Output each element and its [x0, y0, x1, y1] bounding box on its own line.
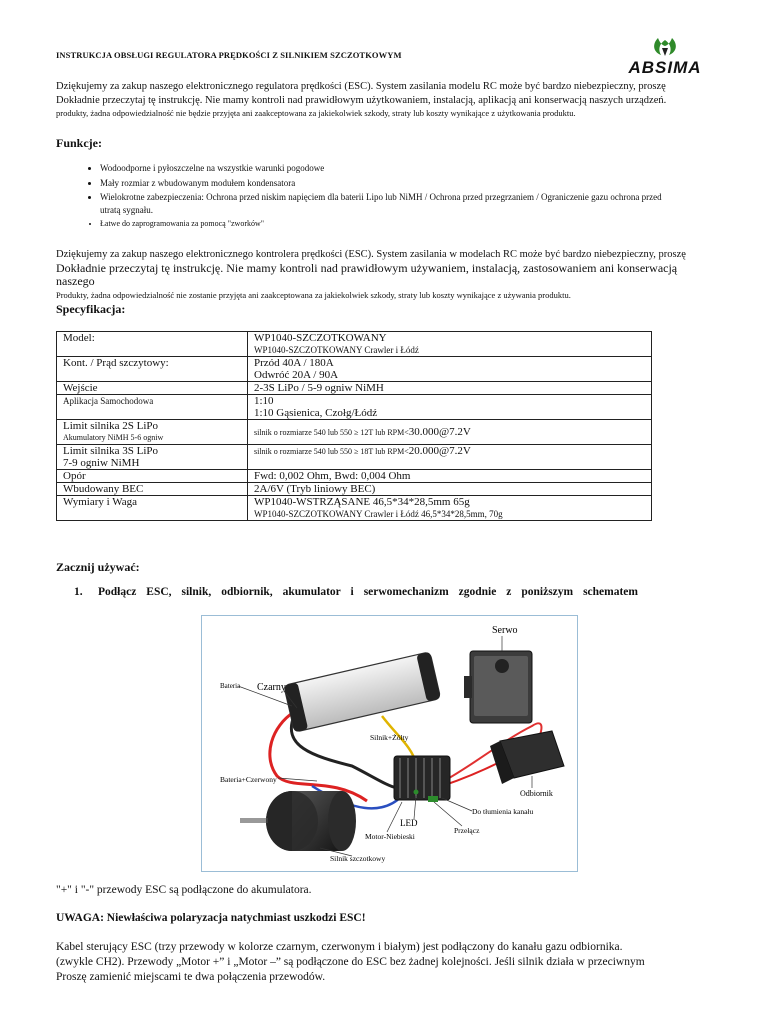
spec-value: 2A/6V (Tryb liniowy BEC): [248, 483, 652, 496]
absima-logo-icon: [606, 36, 724, 76]
receiver: [490, 731, 564, 784]
wiring-diagram: [201, 615, 578, 872]
spec-value: 1:10 1:10 Gąsienica, Czołg/Łódź: [248, 395, 652, 420]
table-row: [57, 496, 652, 521]
document-title: INSTRUKCJA OBSŁUGI REGULATORA PRĘDKOŚCI Z SILNIKIEM SZCZOTKOWYM: [56, 50, 402, 60]
spec-key: Wbudowany BEC: [57, 483, 248, 496]
table-row: [57, 382, 652, 395]
label-serwo: Serwo: [492, 625, 518, 636]
wires-note: "+" i "-" przewody ESC są podłączone do akumulatora.: [56, 884, 312, 896]
label-przelacz: Przełącz: [454, 826, 480, 835]
label-silnik-szczotkowy: Silnik szczotkowy: [330, 854, 386, 863]
intro1-line1: Dziękujemy za zakup naszego elektronicznego regulatora prędkości (ESC). System zasilania modelu RC może być bardzo niebezpieczny, proszę: [56, 81, 666, 92]
step-1: [56, 586, 661, 598]
warning-note: UWAGA: Niewłaściwa polaryzacja natychmiast uszkodzi ESC!: [56, 912, 366, 924]
intro1-line2: Dokładnie przeczytaj tę instrukcję. Nie mamy kontroli nad prawidłowym użytkowaniem, instalacją, aplikacją ani konserwacją naszych urządzeń.: [56, 94, 667, 106]
spec-table: [56, 331, 652, 521]
esc-unit: [394, 756, 450, 802]
spec-key: Wymiary i Waga: [57, 496, 248, 521]
spec-heading: Specyfikacja:: [56, 302, 126, 316]
notes-line2: (zwykle CH2). Przewody „Motor +” i „Motor –” są podłączone do ESC bez żadnej kolejności. Jeśli silnik działa w przeciwnym: [56, 956, 645, 968]
label-motor-niebieski: Motor-Niebieski: [365, 832, 415, 841]
step-text: Podłącz ESC, silnik, odbiornik, akumulator i serwomechanizm zgodnie z poniższym schematem: [98, 586, 638, 598]
spec-key: Limit silnika 3S LiPo 7-9 ogniw NiMH: [57, 445, 248, 470]
table-row: [57, 357, 652, 382]
spec-value: WP1040-SZCZOTKOWANY WP1040-SZCZOTKOWANY Crawler i Łódź: [248, 332, 652, 357]
step-number: 1.: [74, 586, 83, 598]
logo-wordmark: ABSIMA: [628, 58, 702, 76]
spec-key: Kont. / Prąd szczytowy:: [57, 357, 248, 382]
spec-value: Przód 40A / 180A Odwróć 20A / 90A: [248, 357, 652, 382]
intro2-line2: Dokładnie przeczytaj tę instrukcję. Nie mamy kontroli nad prawidłowym używaniem, instalacją, zastosowaniem ani konserwacją naszego: [56, 260, 678, 288]
led-indicator: [414, 790, 419, 795]
intro-paragraph-2: [56, 248, 706, 302]
spec-value: silnik o rozmiarze 540 lub 550 ≥ 18T lub RPM<20.000@7.2V: [248, 445, 652, 470]
intro-paragraph-1: [56, 80, 706, 121]
table-row: [57, 395, 652, 420]
brushed-motor: [240, 791, 356, 851]
table-row: [57, 332, 652, 357]
spec-key: Wejście: [57, 382, 248, 395]
spec-value: silnik o rozmiarze 540 lub 550 ≥ 12T lub RPM<30.000@7.2V: [248, 420, 652, 445]
label-odbiornik: Odbiornik: [520, 789, 553, 798]
servo: [464, 651, 532, 723]
features-list: [56, 162, 740, 233]
feature-item: • Wodoodporne i pyłoszczelne na wszystkie warunki pogodowe: [100, 162, 740, 175]
label-bateria: Bateria: [220, 682, 241, 690]
wiring-diagram-svg: [202, 616, 577, 871]
notes-line1: Kabel sterujący ESC (trzy przewody w kolorze czarnym, czerwonym i białym) jest podłączony do kanału gazu odbiornika.: [56, 941, 623, 953]
intro1-line3: produkty, żadna odpowiedzialność nie będzie przyjęta ani zaakceptowana za jakiekolwiek szkody, straty lub koszty wynikające z użytkowania produktu.: [56, 108, 576, 118]
switch: [428, 796, 438, 802]
label-bateria-czerwony: Bateria+Czerwony: [220, 775, 277, 784]
feature-item: • Wielokrotne zabezpieczenia: Ochrona przed niskim napięciem dla baterii Lipo lub NiMH / Ochrona przed przegrzaniem / Ograniczenie gazu ochrona przed utratą sygnału.: [100, 191, 670, 216]
spec-value: Fwd: 0,002 Ohm, Bwd: 0,004 Ohm: [248, 470, 652, 483]
spec-value: 2-3S LiPo / 5-9 ogniw NiMH: [248, 382, 652, 395]
feature-item: • Mały rozmiar z wbudowanym modułem kondensatora: [100, 177, 740, 190]
intro2-line1: Dziękujemy za zakup naszego elektronicznego kontrolera prędkości (ESC). System zasilania w modelach RC może być bardzo niebezpieczny, proszę: [56, 249, 686, 260]
table-row: [57, 445, 652, 470]
intro2-line3: Produkty, żadna odpowiedzialność nie zostanie przyjęta ani zaakceptowana za jakiekolwiek szkody, straty lub koszty wynikające z używania produktu.: [56, 289, 571, 300]
absima-logo: [606, 36, 724, 76]
label-czarny: Czarny: [257, 682, 286, 693]
label-silnik-zolty: Silnik+Żółty: [370, 733, 409, 742]
label-kanal: Do tłumienia kanału: [472, 807, 534, 816]
spec-key: Aplikacja Samochodowa: [57, 395, 248, 420]
notes-line3: Proszę zamienić miejscami te dwa połączenia przewodów.: [56, 971, 326, 983]
start-heading: Zacznij używać:: [56, 560, 140, 574]
spec-key: Model:: [57, 332, 248, 357]
control-cable-paragraph: [56, 940, 716, 985]
spec-key: Limit silnika 2S LiPo Akumulatory NiMH 5-6 ogniw: [57, 420, 248, 445]
spec-value: WP1040-WSTRZĄSANE 46,5*34*28,5mm 65g WP1040-SZCZOTKOWANY Crawler i Łódź 46,5*34*28,5mm, 70g: [248, 496, 652, 521]
spec-key: Opór: [57, 470, 248, 483]
features-heading: Funkcje:: [56, 136, 102, 150]
table-row: [57, 420, 652, 445]
feature-item: • Łatwe do zaprogramowania za pomocą "zworków": [100, 218, 740, 231]
table-row: [57, 483, 652, 496]
battery-pack: [284, 652, 441, 733]
table-row: [57, 470, 652, 483]
label-led: LED: [400, 818, 418, 828]
